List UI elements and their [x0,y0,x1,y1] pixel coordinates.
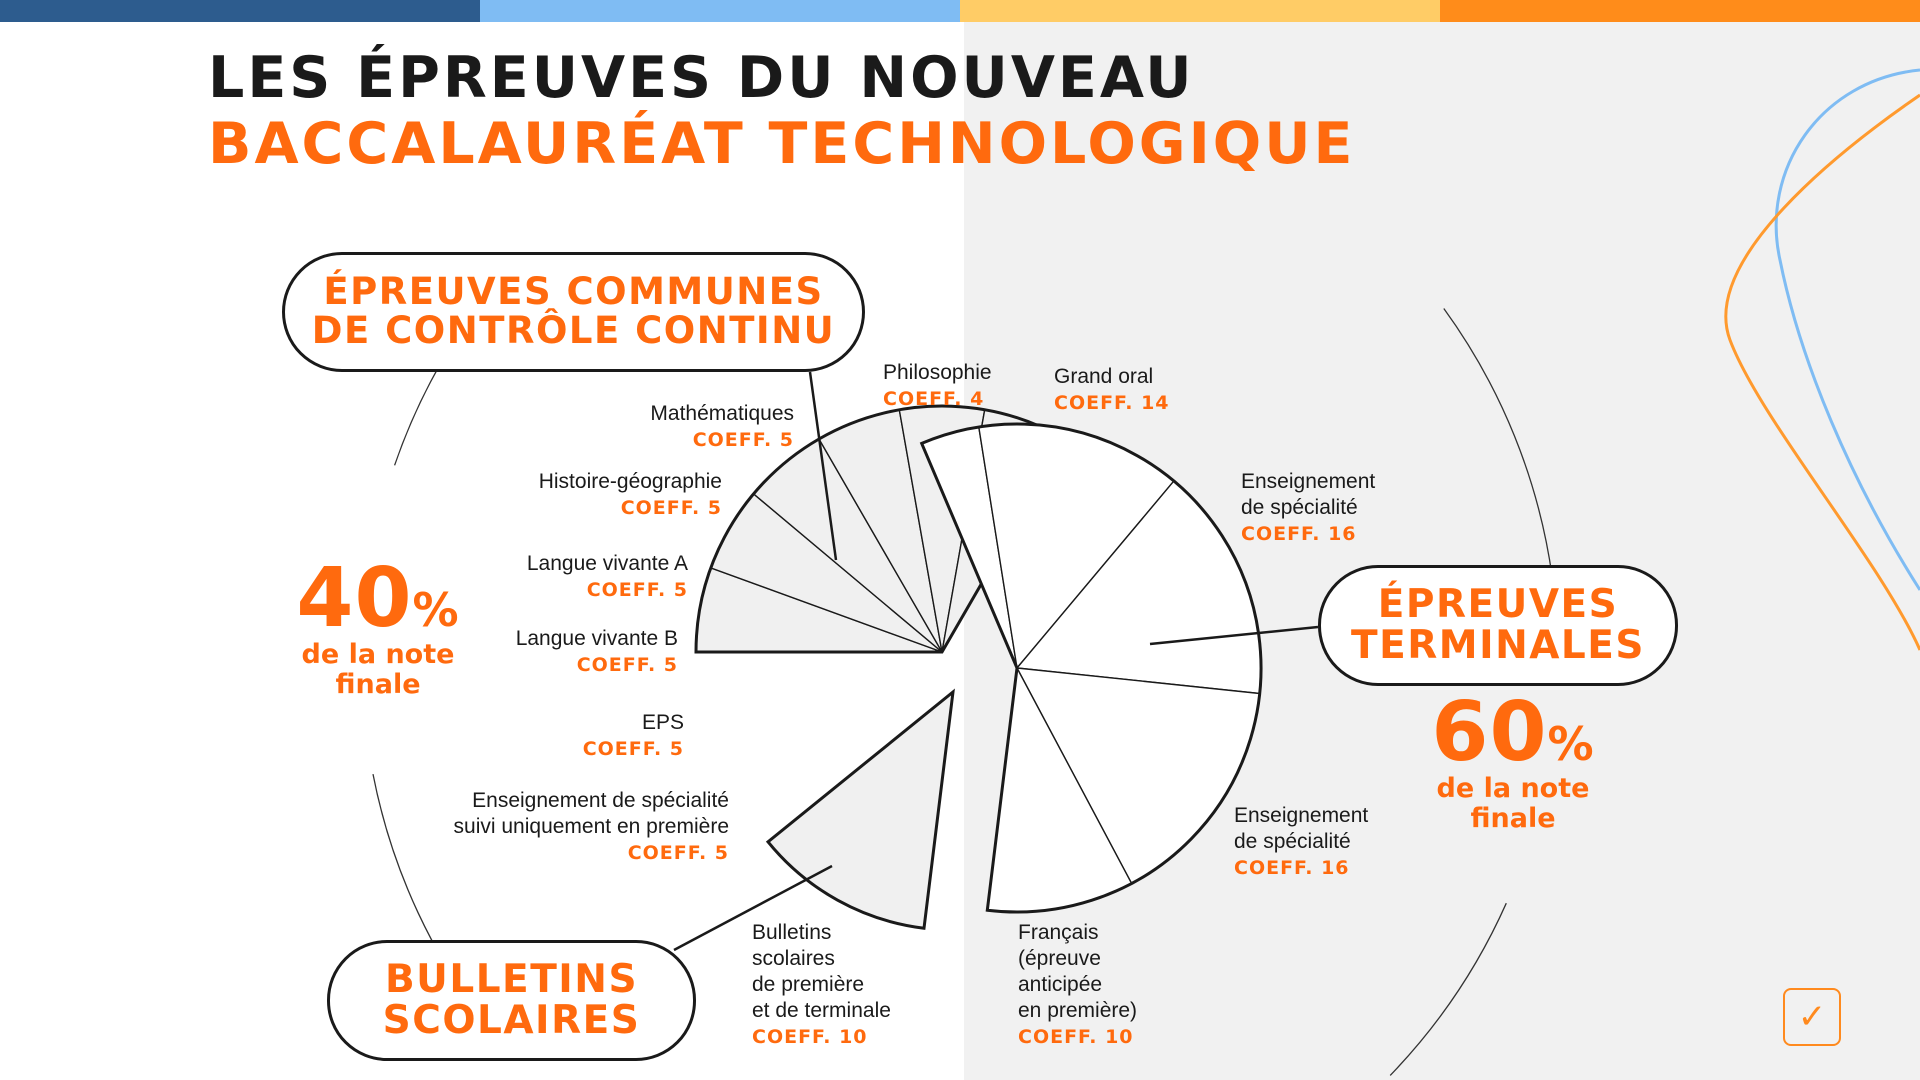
label-specialite-1 [1241,469,1375,547]
label-lva-name: Langue vivante A [526,552,688,575]
pie-slice-bulletins-1 [768,692,953,928]
label-philosophie [883,360,992,412]
label-langue-vivante-b [516,626,678,678]
share-left-line-2: finale [335,669,421,700]
label-spe2-line-1: Enseignement [1234,804,1369,827]
label-bulletins-line-2: scolaires [752,947,835,970]
label-specialite-2 [1234,803,1368,881]
outer-arc-right-lower [1390,903,1506,1075]
share-left-unit: % [412,583,460,637]
share-right-line-1: de la note [1436,773,1590,804]
label-spe2-coeff: COEFF. 16 [1234,857,1350,879]
share-left-line-1: de la note [301,639,455,670]
label-spe1-line-1: Enseignement [1241,470,1376,493]
label-francais-coeff: COEFF. 10 [1018,1026,1134,1048]
check-icon: ✓ [1783,988,1841,1046]
group-bulletins-line-2: SCOLAIRES [382,997,641,1043]
label-grand-oral-name: Grand oral [1054,365,1154,388]
label-francais-line-3: anticipée [1018,973,1103,996]
decorative-curve-orange [1726,95,1920,650]
label-francais [1018,920,1137,1050]
group-bulletins-line-1: BULLETINS [384,956,639,1002]
label-eps-name: EPS [641,711,684,734]
share-left-value-row [278,551,478,646]
share-left-value: 40 [296,551,413,646]
label-lvb-coeff: COEFF. 5 [576,654,678,676]
group-pill-bulletins [327,940,696,1061]
group-terminales-line-2: TERMINALES [1351,622,1645,668]
label-bulletins-coeff: COEFF. 10 [752,1026,868,1048]
group-controle-line-1: ÉPREUVES COMMUNES [323,270,824,314]
label-mathematiques [650,401,794,453]
label-histoire-geographie [539,469,722,521]
share-right-value-row [1413,685,1613,780]
share-right-line-2: finale [1470,803,1556,834]
share-right [1413,685,1613,834]
label-spe1-line-2: de spécialité [1241,496,1358,519]
label-grand-oral [1054,364,1170,416]
label-bulletins-line-4: et de terminale [752,999,891,1022]
label-langue-vivante-a [527,551,688,603]
label-lva-coeff: COEFF. 5 [586,579,688,601]
group-terminales-line-1: ÉPREUVES [1377,581,1619,627]
label-eps-coeff: COEFF. 5 [582,738,684,760]
label-philo-name: Philosophie [883,361,992,384]
decorative-curves [1726,70,1920,650]
label-eps [583,710,684,762]
label-spe2-line-2: de spécialité [1234,830,1351,853]
label-spe-premiere-line-1: Enseignement de spécialité [472,789,729,812]
label-grand-oral-coeff: COEFF. 14 [1054,392,1170,414]
share-right-value: 60 [1431,685,1548,780]
group-controle-line-2: DE CONTRÔLE CONTINU [311,309,836,352]
group-pill-controle-continu [282,252,865,372]
label-maths-coeff: COEFF. 5 [692,429,794,451]
label-histoire-coeff: COEFF. 5 [620,497,722,519]
label-spe1-coeff: COEFF. 16 [1241,523,1357,545]
label-francais-line-4: en première) [1018,999,1138,1022]
pie-wedges [696,406,1261,928]
outer-arc-right-upper [1444,309,1552,577]
label-bulletins [752,920,891,1050]
label-francais-line-1: Français [1018,921,1099,944]
title-line-1: LES ÉPREUVES DU NOUVEAU [208,45,1195,111]
label-philo-coeff: COEFF. 4 [883,388,985,410]
group-pill-terminales [1318,565,1678,686]
share-left [278,551,478,700]
label-maths-name: Mathématiques [650,402,794,425]
label-spe-premiere [454,788,729,866]
title-line-2: BACCALAURÉAT TECHNOLOGIQUE [208,111,1356,177]
label-lvb-name: Langue vivante B [515,627,678,650]
label-bulletins-line-3: de première [752,973,865,996]
label-spe-premiere-coeff: COEFF. 5 [627,842,729,864]
label-francais-line-2: (épreuve [1018,947,1101,970]
share-right-unit: % [1547,717,1595,771]
label-histoire-name: Histoire-géographie [538,470,722,493]
label-bulletins-line-1: Bulletins [752,921,832,944]
label-spe-premiere-line-2: suivi uniquement en première [453,815,729,838]
